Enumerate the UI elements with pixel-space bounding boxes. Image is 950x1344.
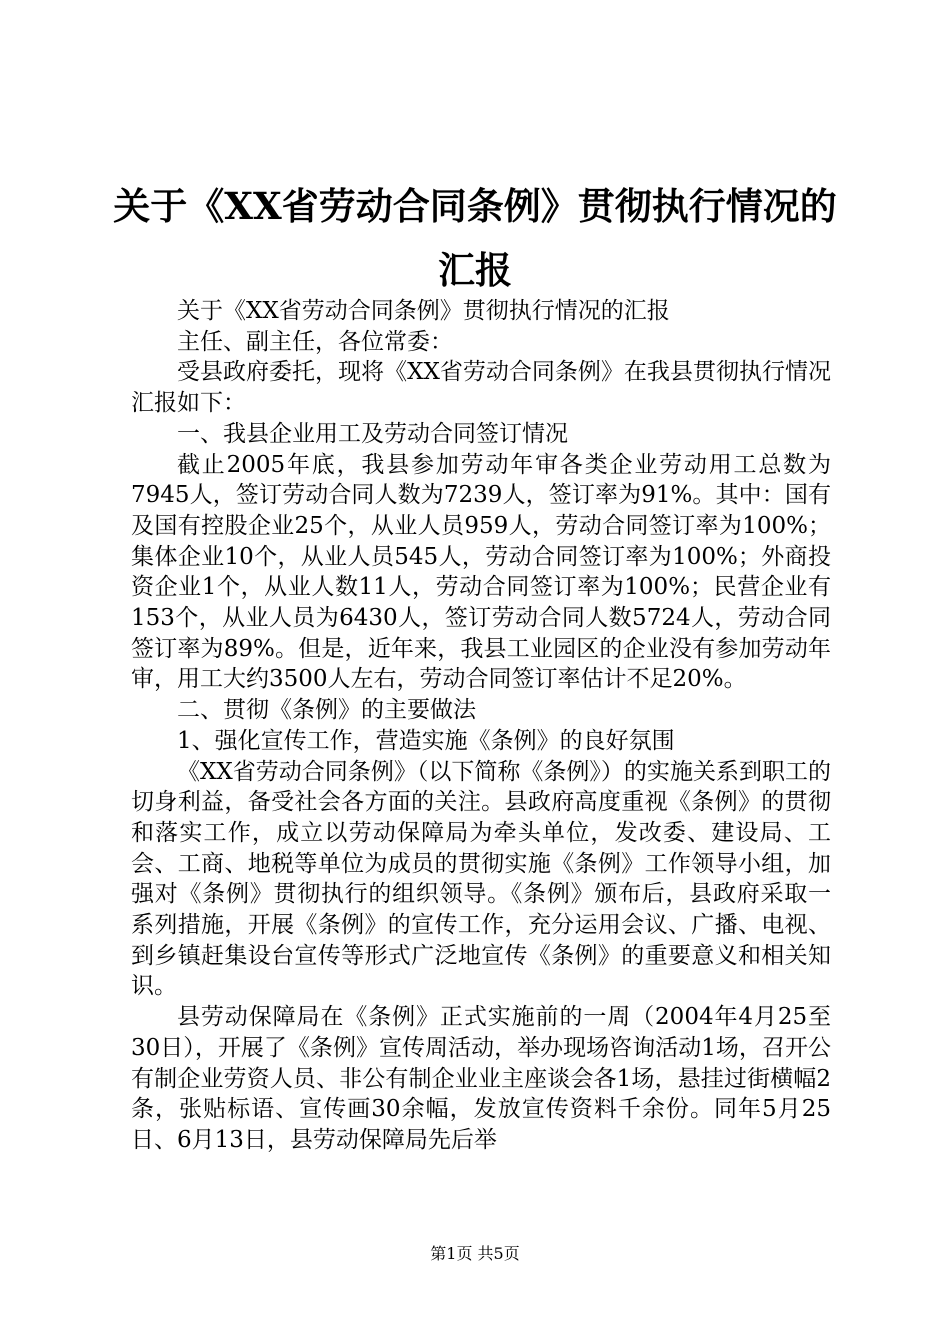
paragraph-publicity-week: 县劳动保障局在《条例》正式实施前的一周（2004年4月25至30日），开展了《条例》宣传周活动，举办现场咨询活动1场，召开公有制企业劳资人员、非公有制企业业主座谈会各1场，悬挂过街横幅2条，张贴标语、宣传画30余幅，发放宣传资料千余份。同年5月25日、6月13日，县劳动保障局先后举 [131,1004,831,1153]
paragraph-intro: 受县政府委托，现将《XX省劳动合同条例》在我县贯彻执行情况汇报如下： [131,359,831,417]
document-body [131,296,831,1156]
paragraph-heading-repeat: 关于《XX省劳动合同条例》贯彻执行情况的汇报 [177,298,670,324]
paragraph-salutation: 主任、副主任，各位常委： [177,328,453,355]
document-title-line-1: 关于《XX省劳动合同条例》贯彻执行情况的 [113,184,837,228]
section-heading-2: 二、贯彻《条例》的主要做法 [177,697,476,724]
document-title-line-2: 汇报 [438,248,512,292]
section-heading-1: 一、我县企业用工及劳动合同签订情况 [177,420,568,447]
paragraph-publicity: 《XX省劳动合同条例》（以下简称《条例》）的实施关系到职工的切身利益，备受社会各方面的关注。县政府高度重视《条例》的贯彻和落实工作，成立以劳动保障局为牵头单位，发改委、建设局、工会、工商、地税等单位为成员的贯彻实施《条例》工作领导小组，加强对《条例》贯彻执行的组织领导。《条例》颁布后，县政府采取一系列措施，开展《条例》的宣传工作，充分运用会议、广播、电视、到乡镇赶集设台宣传等形式广泛地宣传《条例》的重要意义和相关知识。 [131,758,831,1000]
subsection-heading-1: 1、强化宣传工作，营造实施《条例》的良好氛围 [177,727,675,754]
paragraph-employment-stats: 截止2005年底，我县参加劳动年审各类企业劳动用工总数为7945人，签订劳动合同人数为7239人，签订率为91%。其中：国有及国有控股企业25个，从业人员959人，劳动合同签订率为100%；集体企业10个，从业人员545人，劳动合同签订率为100%；外商投资企业1个，从业人数11人，劳动合同签订率为100%；民营企业有153个，从业人员为6430人，签订劳动合同人数5724人，劳动合同签订率为89%。但是，近年来，我县工业园区的企业没有参加劳动年审，用工大约3500人左右，劳动合同签订率估计不足20%。 [131,451,831,693]
page-footer: 第1页 共5页 [430,1244,520,1263]
